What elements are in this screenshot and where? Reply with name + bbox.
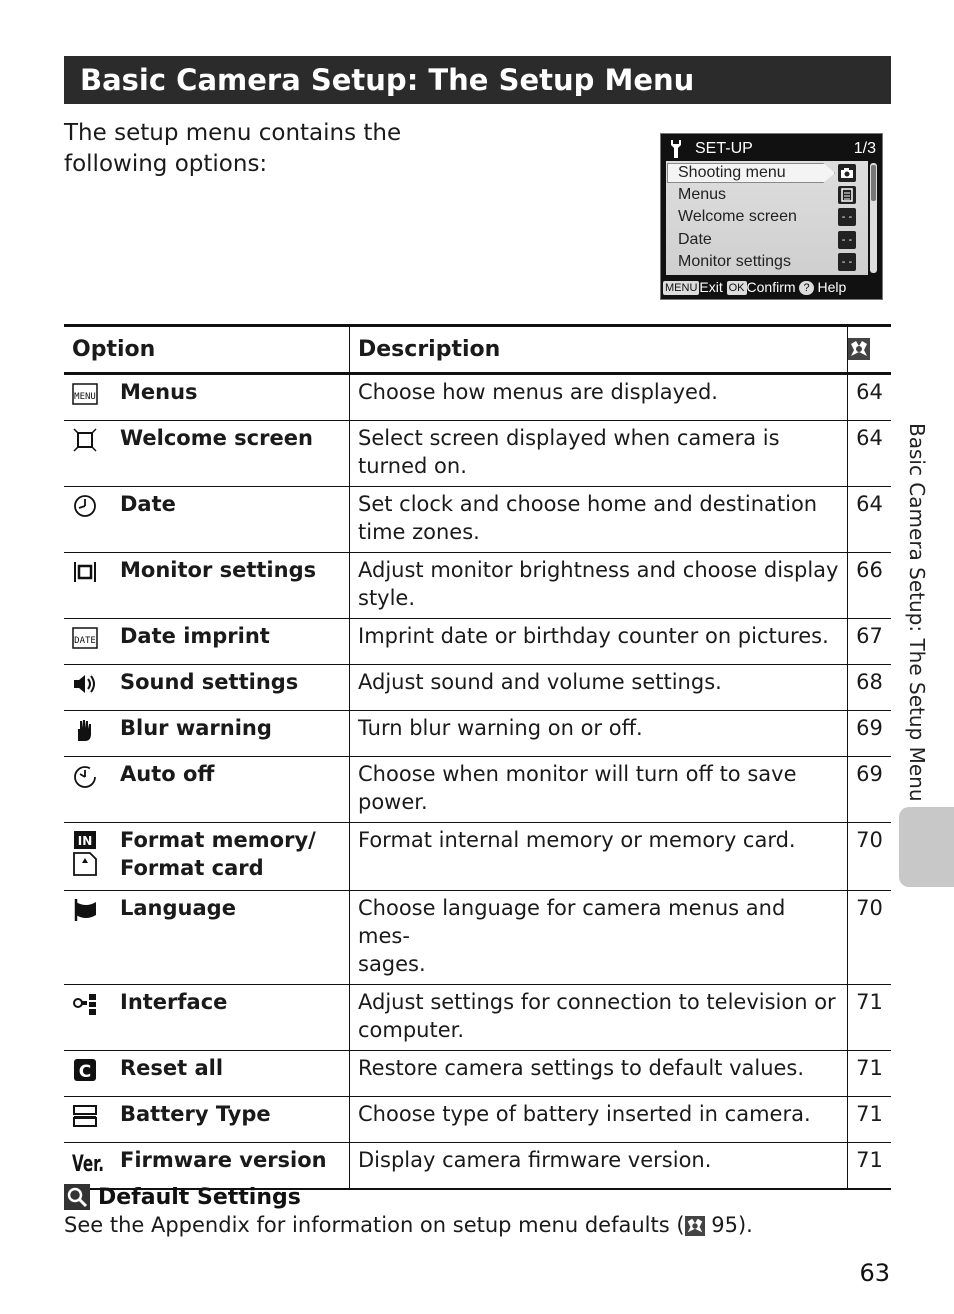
description-cell: Adjust settings for connection to television or computer. [350, 985, 848, 1051]
reset-icon [72, 1054, 120, 1090]
lcd-item-label: Welcome screen [678, 208, 797, 225]
lcd-item-label: Shooting menu [678, 164, 786, 181]
page-cell: 66 [848, 553, 892, 619]
page-cell: 64 [848, 487, 892, 553]
option-cell [64, 487, 350, 553]
table-row [64, 1051, 891, 1097]
page-number: 63 [859, 1259, 890, 1287]
option-cell [64, 823, 350, 891]
option-cell [64, 553, 350, 619]
option-name: Blur warning [120, 716, 272, 740]
table-row [64, 823, 891, 891]
table-row [64, 374, 891, 421]
svg-text:DATE: DATE [74, 636, 96, 646]
option-cell [64, 1143, 350, 1190]
lcd-item-date[interactable] [666, 229, 868, 251]
page-cell: 69 [848, 711, 892, 757]
lcd-title: SET-UP [695, 140, 753, 157]
page-cell: 67 [848, 619, 892, 665]
header-option: Option [64, 326, 350, 374]
page-cell: 68 [848, 665, 892, 711]
dash-icon: - - [838, 208, 856, 226]
camera-setup-screen [660, 133, 883, 300]
table-row [64, 711, 891, 757]
battery-icon [72, 1100, 120, 1136]
page-cell: 70 [848, 823, 892, 891]
description-cell: Choose language for camera menus and mes- sages. [350, 891, 848, 985]
table-row [64, 985, 891, 1051]
svg-text:IN: IN [77, 834, 93, 848]
option-name: Format memory/ Format card [120, 828, 316, 880]
table-row [64, 891, 891, 985]
menu-icon [72, 378, 120, 414]
option-name: Sound settings [120, 670, 299, 694]
option-cell [64, 421, 350, 487]
header-description: Description [350, 326, 848, 374]
option-name: Battery Type [120, 1102, 271, 1126]
page-cell: 64 [848, 421, 892, 487]
option-cell [64, 985, 350, 1051]
version-icon [72, 1146, 120, 1182]
description-cell: Adjust monitor brightness and choose display style. [350, 553, 848, 619]
flag-icon [72, 894, 120, 930]
table-row [64, 421, 891, 487]
page-title: Basic Camera Setup: The Setup Menu [64, 56, 891, 104]
lcd-header [661, 138, 882, 160]
lcd-item-monitor-settings[interactable] [666, 251, 868, 273]
page-cell: 64 [848, 374, 892, 421]
description-cell: Restore camera settings to default values. [350, 1051, 848, 1097]
option-name: Menus [120, 380, 198, 404]
description-cell: Adjust sound and volume settings. [350, 665, 848, 711]
header-page-ref [848, 326, 892, 374]
page-reference-icon [685, 1216, 705, 1236]
option-cell [64, 1051, 350, 1097]
wrench-icon [669, 140, 683, 158]
interface-icon [72, 988, 120, 1024]
option-cell [64, 665, 350, 711]
note-text-before: See the Appendix for information on setup menu defaults ( [64, 1213, 685, 1237]
svg-text:Ver.: Ver. [72, 1152, 104, 1177]
help-key: ? [799, 281, 813, 295]
table-header-row [64, 326, 891, 374]
ok-key: OK [728, 282, 745, 294]
svg-text:MENU: MENU [74, 392, 96, 402]
option-name: Date imprint [120, 624, 270, 648]
lcd-item-welcome-screen[interactable] [666, 206, 868, 228]
welcome-screen-icon [72, 424, 120, 460]
page-cell: 71 [848, 1097, 892, 1143]
options-table [64, 324, 891, 1190]
note-heading [64, 1184, 301, 1210]
table-row [64, 619, 891, 665]
dash-icon: - - [838, 253, 856, 271]
camera-icon [838, 164, 856, 182]
note-text [64, 1213, 753, 1237]
speaker-icon [72, 668, 120, 704]
option-name: Reset all [120, 1056, 224, 1080]
option-cell [64, 757, 350, 823]
dash-icon: - - [838, 231, 856, 249]
option-cell [64, 1097, 350, 1143]
magnifier-note-icon [64, 1184, 90, 1210]
confirm-label: Confirm [746, 279, 796, 295]
lcd-item-label: Date [678, 231, 712, 248]
date-imprint-icon [72, 622, 120, 658]
description-cell: Imprint date or birthday counter on pictures. [350, 619, 848, 665]
description-cell: Display camera firmware version. [350, 1143, 848, 1190]
option-name: Firmware version [120, 1148, 327, 1172]
note-title: Default Settings [98, 1184, 301, 1210]
option-cell [64, 711, 350, 757]
option-name: Auto off [120, 762, 215, 786]
table-row [64, 1143, 891, 1190]
help-label: Help [817, 279, 847, 295]
svg-text:C: C [78, 1062, 92, 1082]
table-row [64, 487, 891, 553]
table-row [64, 665, 891, 711]
exit-label: Exit [699, 279, 723, 295]
hand-icon [72, 714, 120, 750]
description-cell: Select screen displayed when camera is turned on. [350, 421, 848, 487]
clock-icon [72, 490, 120, 526]
page-cell: 70 [848, 891, 892, 985]
lcd-footer [663, 277, 880, 297]
lcd-item-shooting-menu[interactable] [666, 162, 868, 184]
lcd-item-menus[interactable] [666, 184, 868, 206]
description-cell: Choose how menus are displayed. [350, 374, 848, 421]
note-text-after: 95). [704, 1213, 753, 1237]
description-cell: Format internal memory or memory card. [350, 823, 848, 891]
page-cell: 69 [848, 757, 892, 823]
page-cell: 71 [848, 1051, 892, 1097]
lcd-item-label: Monitor settings [678, 253, 791, 270]
chapter-tab [899, 807, 954, 887]
timer-icon [72, 760, 120, 796]
description-cell: Choose type of battery inserted in camera. [350, 1097, 848, 1143]
option-cell [64, 619, 350, 665]
option-name: Welcome screen [120, 426, 313, 450]
lcd-page-indicator: 1/3 [853, 140, 876, 157]
intro-text: The setup menu contains the following options: [64, 120, 402, 177]
page-cell: 71 [848, 985, 892, 1051]
option-name: Interface [120, 990, 228, 1014]
menu-key: MENU [665, 282, 698, 294]
page-cell: 71 [848, 1143, 892, 1190]
menu-list-icon [838, 186, 856, 204]
option-name: Monitor settings [120, 558, 317, 582]
description-cell: Turn blur warning on or off. [350, 711, 848, 757]
table-row [64, 1097, 891, 1143]
option-cell [64, 374, 350, 421]
option-name: Date [120, 492, 176, 516]
table-row [64, 757, 891, 823]
option-name: Language [120, 896, 236, 920]
chapter-side-label: Basic Camera Setup: The Setup Menu [905, 423, 929, 802]
option-cell [64, 891, 350, 985]
description-cell: Choose when monitor will turn off to save power. [350, 757, 848, 823]
lcd-scrollbar [870, 163, 877, 273]
page-reference-icon [848, 338, 870, 360]
memory-card-icon [72, 826, 120, 884]
lcd-item-label: Menus [678, 186, 727, 203]
table-row [64, 553, 891, 619]
lcd-menu-list [666, 161, 868, 275]
monitor-icon [72, 556, 120, 592]
description-cell: Set clock and choose home and destination time zones. [350, 487, 848, 553]
